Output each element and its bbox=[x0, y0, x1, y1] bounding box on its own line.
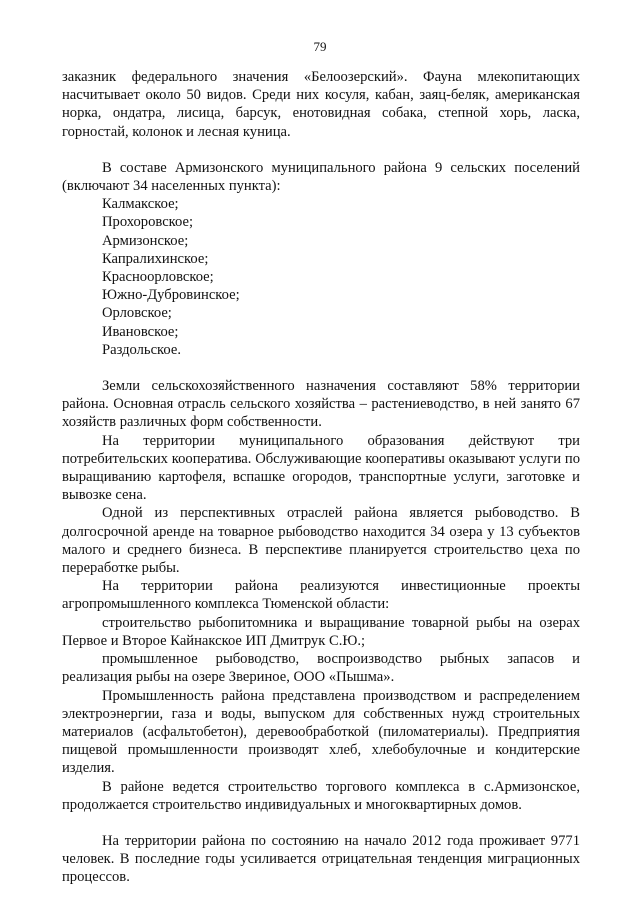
paragraph-fish-farming: Одной из перспективных отраслей района является рыбоводство. В долгосрочной аренде на товарное рыбоводство находится 34 озера у 13 субъектов малого и среднего бизнеса. В перспективе планируется строительство цеха по переработке рыбы. bbox=[62, 505, 580, 577]
settlement-item: Калмакское; bbox=[102, 196, 179, 213]
settlement-item: Южно-Дубровинское; bbox=[102, 287, 240, 304]
settlement-item: Ивановское; bbox=[102, 323, 179, 340]
paragraph-agri-lands: Земли сельскохозяйственного назначения составляют 58% территории района. Основная отрасль сельского хозяйства – растениеводство, в ней занято 67 хозяйств различных форм собственности. bbox=[62, 378, 580, 431]
paragraph-construction: В районе ведется строительство торгового комплекса в с.Армизонское, продолжается строительство индивидуальных и многоквартирных домов. bbox=[62, 778, 580, 813]
settlements-list bbox=[62, 195, 580, 359]
paragraph-spacer bbox=[62, 359, 580, 377]
page-number: 79 bbox=[313, 39, 327, 54]
settlement-item: Прохоровское; bbox=[102, 214, 194, 231]
paragraph-project-1: строительство рыбопитомника и выращивание товарной рыбы на озерах Первое и Второе Кайнакское ИП Дмитрук С.Ю.; bbox=[62, 614, 580, 649]
page-body bbox=[62, 68, 580, 887]
paragraph-population: На территории района по состоянию на начало 2012 года проживает 9771 человек. В последние годы усиливается отрицательная тенденция миграционных процессов. bbox=[62, 832, 580, 886]
settlement-item: Капралихинское; bbox=[102, 250, 209, 267]
settlement-item: Раздольское. bbox=[102, 341, 181, 358]
paragraph-project-2: промышленное рыбоводство, воспроизводство рыбных запасов и реализация рыбы на озере Звериное, ООО «Пышма». bbox=[62, 651, 580, 686]
paragraph-spacer bbox=[62, 141, 580, 159]
settlement-item: Красноорловское; bbox=[102, 269, 214, 286]
settlement-item: Армизонское; bbox=[102, 232, 189, 249]
paragraph-industry: Промышленность района представлена производством и распределением электроэнергии, газа и воды, выпуском для собственных нужд строительных материалов (асфальтобетон), деревообработкой (пиломатериалы). Предприятия пищевой промышленности производят хлеб, хлебобулочные и кондитерские изделия. bbox=[62, 687, 580, 777]
paragraph-cooperatives: На территории муниципального образования действуют три потребительских кооператива. Обслуживающие кооперативы оказывают услуги по выращиванию картофеля, вспашке огородов, транспортные услуги, заготовке и вывозке сена. bbox=[62, 432, 580, 504]
settlement-item: Орловское; bbox=[102, 305, 172, 322]
paragraph-investment-intro: На территории района реализуются инвестиционные проекты агропромышленного комплекса Тюменской области: bbox=[62, 578, 580, 613]
paragraph-spacer bbox=[62, 814, 580, 832]
paragraph-fauna: заказник федерального значения «Белоозерский». Фауна млекопитающих насчитывает около 50 видов. Среди них косуля, кабан, заяц-беляк, американская норка, ондатра, лисица, барсук, енотовидная собака, степной хорь, ласка, горностай, колонок и лесная куница. bbox=[62, 69, 580, 140]
paragraph-settlements-intro: В составе Армизонского муниципального района 9 сельских поселений (включают 34 населенных пункта): bbox=[62, 159, 580, 195]
